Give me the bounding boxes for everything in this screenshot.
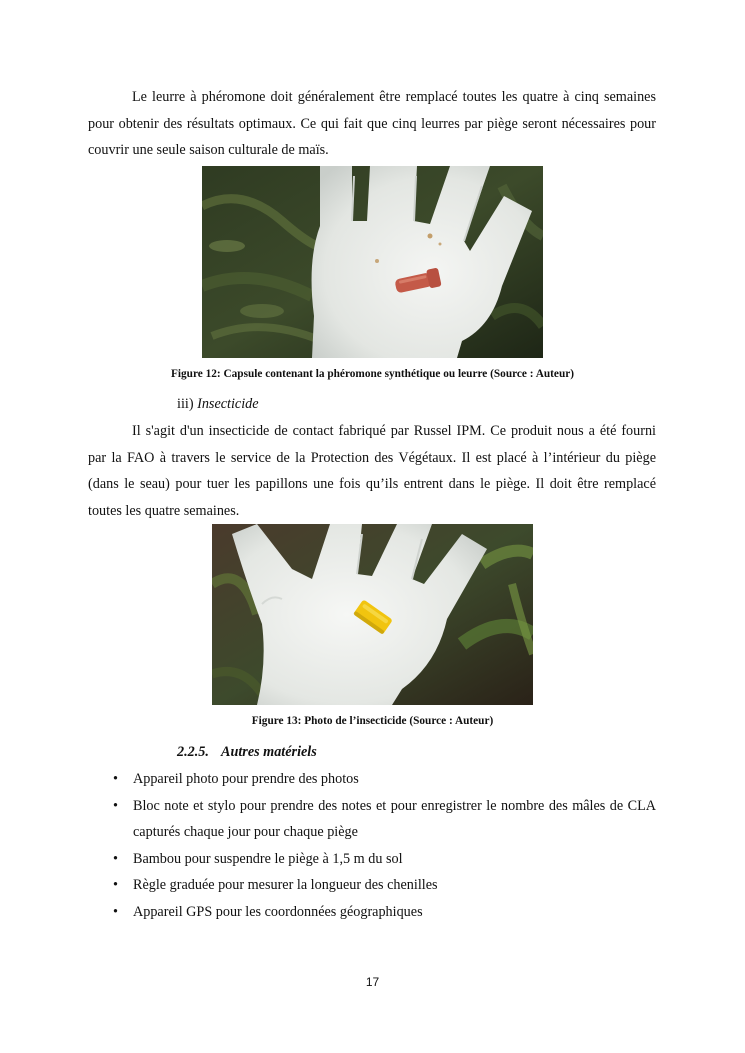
list-item-text: Règle graduée pour mesurer la longueur des chenilles (133, 877, 438, 894)
section-title: Autres matériels (221, 744, 317, 760)
list-item (0, 846, 745, 873)
list-item-text: Appareil GPS pour les coordonnées géographiques (133, 903, 423, 920)
list-item-text: Bloc note et stylo pour prendre des notes et pour enregistrer le nombre des mâles de CLA capturés chaque jour pour chaque piège (133, 797, 656, 841)
bullet-icon: • (113, 877, 118, 894)
glove-with-pheromone-capsule-image (202, 166, 543, 358)
figure-13-photo (212, 524, 533, 705)
bullet-icon: • (113, 771, 118, 787)
figure-12-photo (202, 166, 543, 358)
materials-list (0, 766, 745, 926)
figure-13-caption: Figure 13: Photo de l’insecticide (Source : Auteur) (251, 715, 494, 727)
list-item (0, 793, 745, 846)
subsection-prefix: iii) (177, 396, 194, 412)
glove-with-insecticide-strip-image (212, 524, 533, 705)
bullet-icon: • (113, 903, 118, 920)
bullet-icon: • (113, 850, 118, 867)
section-number: 2.2.5. (177, 744, 209, 760)
paragraph-insecticide: Il s'agit d'un insecticide de contact fabriqué par Russel IPM. Ce produit nous a été fourni par la FAO à travers le service de la Protection des Végétaux. Il est placé à l’intérieur du piège (dans le seau) pour tuer les papillons une fois qu’ils entrent dans le piège. Il doit être remplacé toutes les quatre semaines. (88, 423, 656, 519)
list-item (0, 766, 745, 793)
bullet-icon: • (113, 797, 118, 814)
subsection-title: Insecticide (197, 396, 259, 412)
subsection-heading-insecticide (177, 396, 259, 413)
list-item-text: Bambou pour suspendre le piège à 1,5 m du sol (133, 850, 403, 867)
list-item (0, 899, 745, 926)
section-heading-other-materials (177, 744, 317, 761)
figure-12-caption: Figure 12: Capsule contenant la phéromone synthétique ou leurre (Source : Auteur) (170, 368, 575, 380)
page-number: 17 (365, 975, 380, 989)
paragraph-pheromone-lure: Le leurre à phéromone doit généralement être remplacé toutes les quatre à cinq semaines pour obtenir des résultats optimaux. Ce qui fait que cinq leurres par piège seront nécessaires pour couvrir une seule saison culturale de maïs. (88, 89, 656, 159)
list-item-text: Appareil photo pour prendre des photos (133, 771, 359, 787)
list-item (0, 872, 745, 899)
